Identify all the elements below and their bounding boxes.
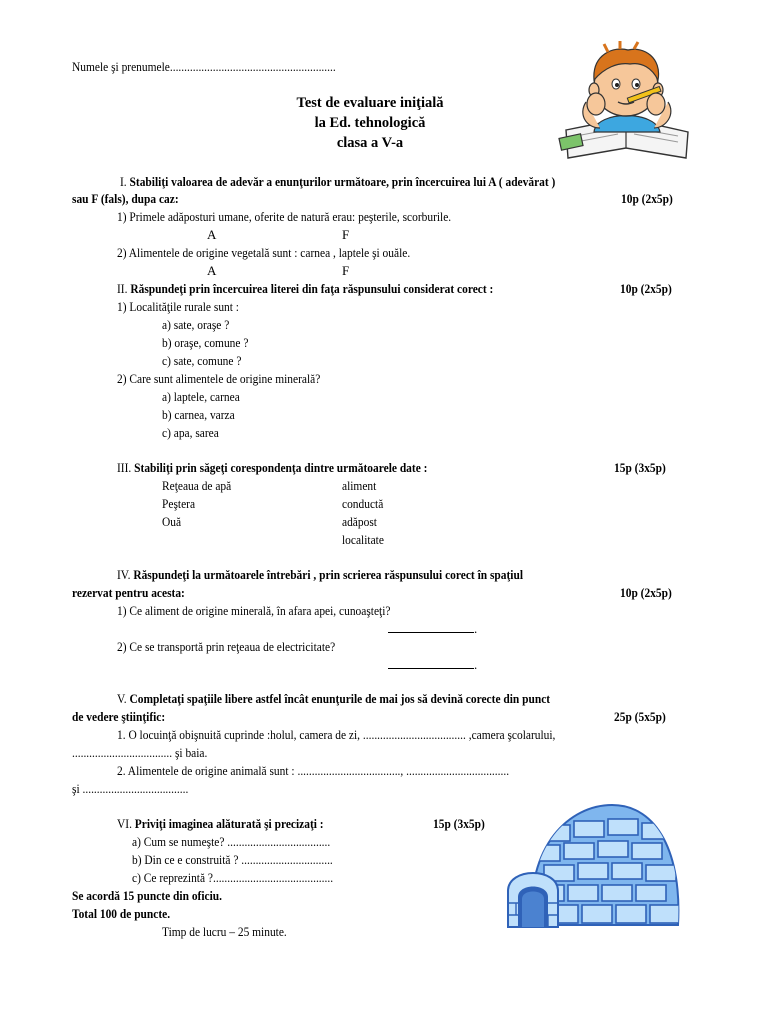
answer-blank-line[interactable]: . bbox=[388, 620, 477, 637]
match-right-item[interactable]: localitate bbox=[342, 532, 384, 547]
section-3-points: 15p (3x5p) bbox=[614, 460, 666, 475]
bonus-points-note: Se acordă 15 puncte din oficiu. bbox=[72, 888, 223, 903]
page-title-line-3: clasa a V-a bbox=[336, 135, 404, 151]
answer-choice[interactable]: a) sate, oraşe ? bbox=[162, 317, 230, 332]
answer-choice[interactable]: c) sate, comune ? bbox=[162, 353, 242, 368]
answer-option-a[interactable]: A bbox=[207, 227, 217, 242]
answer-option-f[interactable]: F bbox=[342, 227, 350, 242]
section-2-question-1: 1) Localităţile rurale sunt : bbox=[117, 299, 239, 314]
section-1-instruction: I. Stabiliţi valoarea de adevăr a enunţurilor următoare, prin încercuirea lui A ( adevărat ) bbox=[120, 174, 556, 189]
fill-in-sentence-2-cont[interactable]: şi ..................................... bbox=[72, 781, 189, 796]
match-right-item[interactable]: conductă bbox=[342, 496, 384, 511]
section-5-instruction: V. Completaţi spaţiile libere astfel încât enunţurile de mai jos să devină corecte din punct bbox=[117, 691, 551, 706]
section-3-instruction: III. Stabiliţi prin săgeţi corespondenţa dintre următoarele date : bbox=[117, 460, 428, 475]
section-2-instruction: II. Răspundeţi prin încercuirea literei din faţa răspunsului considerat corect : bbox=[117, 281, 494, 296]
section-1-question-2: 2) Alimentele de origine vegetală sunt : carnea , laptele şi ouăle. bbox=[117, 245, 411, 260]
answer-option-a[interactable]: A bbox=[207, 263, 217, 278]
section-6-points: 15p (3x5p) bbox=[433, 816, 485, 831]
section-2-question-2: 2) Care sunt alimentele de origine minerală? bbox=[117, 371, 321, 386]
match-left-item[interactable]: Reţeaua de apă bbox=[162, 478, 232, 493]
fill-in-sentence-2[interactable]: 2. Alimentele de origine animală sunt : ...................................., .................................... bbox=[117, 763, 510, 778]
section-6-question[interactable]: b) Din ce e construită ? ................................ bbox=[132, 852, 333, 867]
section-6-instruction: VI. Priviţi imaginea alăturată şi precizaţi : bbox=[117, 816, 324, 831]
fill-in-sentence-1[interactable]: 1. O locuinţă obişnuită cuprinde :holul, camera de zi, .................................... ,camera şcolarului, bbox=[117, 727, 556, 742]
answer-choice[interactable]: c) apa, sarea bbox=[162, 425, 219, 440]
section-2-points: 10p (2x5p) bbox=[620, 281, 672, 296]
section-4-question-2: 2) Ce se transportă prin reţeaua de electricitate? bbox=[117, 639, 336, 654]
match-right-item[interactable]: adăpost bbox=[342, 514, 377, 529]
section-4-question-1: 1) Ce aliment de origine minerală, în afara apei, cunoaşteţi? bbox=[117, 603, 391, 618]
section-1-instruction-cont: sau F (fals), dupa caz: bbox=[72, 191, 179, 206]
match-left-item[interactable]: Ouă bbox=[162, 514, 182, 529]
name-field-label: Numele şi prenumele.......................................................... bbox=[72, 59, 336, 74]
section-5-points: 25p (5x5p) bbox=[614, 709, 666, 724]
section-5-instruction-cont: de vedere ştiinţific: bbox=[72, 709, 166, 724]
answer-choice[interactable]: b) oraşe, comune ? bbox=[162, 335, 249, 350]
section-6-question[interactable]: c) Ce reprezintă ?.......................................... bbox=[132, 870, 334, 885]
match-left-item[interactable]: Peştera bbox=[162, 496, 196, 511]
total-points-note: Total 100 de puncte. bbox=[72, 906, 171, 921]
section-1-points: 10p (2x5p) bbox=[621, 191, 673, 206]
section-4-points: 10p (2x5p) bbox=[620, 585, 672, 600]
page-title-line-2: la Ed. tehnologică bbox=[314, 115, 426, 131]
section-4-instruction-cont: rezervat pentru acesta: bbox=[72, 585, 185, 600]
match-right-item[interactable]: aliment bbox=[342, 478, 377, 493]
answer-choice[interactable]: a) laptele, carnea bbox=[162, 389, 240, 404]
page-title-line-1: Test de evaluare iniţială bbox=[296, 95, 444, 111]
answer-choice[interactable]: b) carnea, varza bbox=[162, 407, 235, 422]
section-4-instruction: IV. Răspundeţi la următoarele întrebări , prin scrierea răspunsului corect în spaţiul bbox=[117, 567, 524, 582]
answer-blank-line[interactable]: . bbox=[388, 656, 477, 673]
time-limit-note: Timp de lucru – 25 minute. bbox=[162, 924, 287, 939]
section-1-question-1: 1) Primele adăposturi umane, oferite de natură erau: peşterile, scorburile. bbox=[117, 209, 452, 224]
student-writing-illustration bbox=[556, 40, 696, 162]
section-6-question[interactable]: a) Cum se numeşte? .................................... bbox=[132, 834, 331, 849]
igloo-illustration bbox=[500, 785, 684, 933]
fill-in-sentence-1-cont[interactable]: ................................... şi baia. bbox=[72, 745, 208, 760]
answer-option-f[interactable]: F bbox=[342, 263, 350, 278]
